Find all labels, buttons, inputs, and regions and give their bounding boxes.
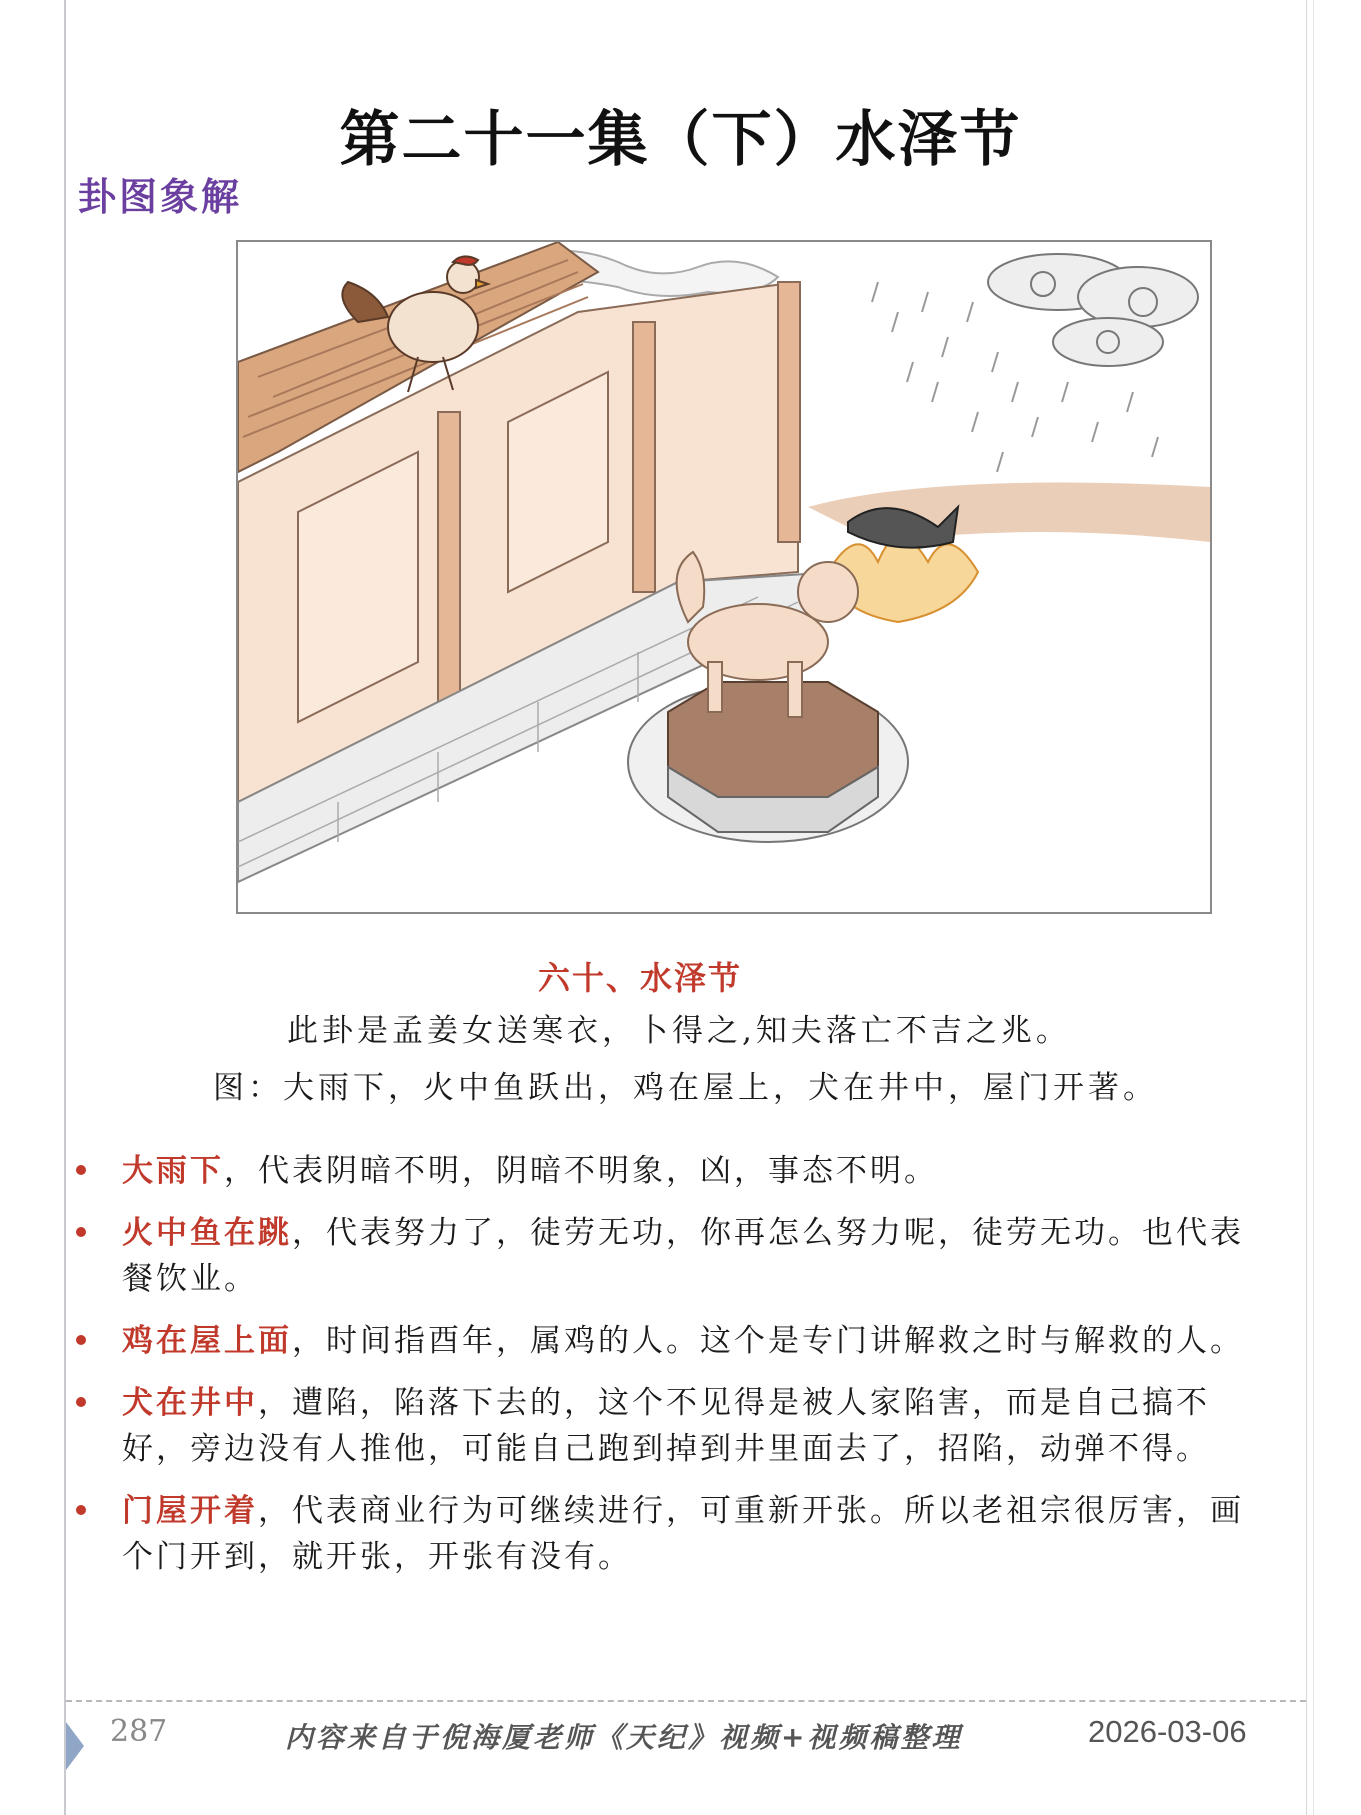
list-item: [74, 1148, 1274, 1194]
footer-divider: [66, 1700, 1306, 1702]
page-title: 第二十一集（下）水泽节: [339, 105, 1022, 175]
page-number: 287: [110, 1714, 168, 1749]
list-item: [74, 1380, 1274, 1472]
keyword: 大雨下: [122, 1153, 224, 1189]
item-text: ，遭陷，陷落下去的，这个不见得是被人家陷害，而是自己搞不好，旁边没有人推他，可能自己跑到掉到井里面去了，招陷，动弹不得。: [122, 1385, 1210, 1467]
keyword: 犬在井中: [122, 1385, 258, 1421]
hexagram-title: 六十、水泽节: [537, 959, 742, 997]
list-item: [74, 1318, 1274, 1364]
footer-date: 2026-03-06: [1088, 1714, 1247, 1749]
item-text: ，代表努力了，徒劳无功，你再怎么努力呢，徒劳无功。也代表餐饮业。: [122, 1215, 1244, 1297]
item-text: ，代表阴暗不明，阴暗不明象，凶，事态不明。: [224, 1153, 938, 1189]
bullet-icon: [76, 1227, 86, 1237]
page-arrow-icon[interactable]: [66, 1722, 84, 1770]
bullet-icon: [76, 1165, 86, 1175]
keyword: 门屋开着: [122, 1493, 258, 1529]
page-left-border: [64, 0, 66, 1815]
hexagram-illustration: [236, 240, 1212, 914]
list-item: [74, 1488, 1274, 1580]
hexagram-image-text: 图：大雨下，火中鱼跃出，鸡在屋上，犬在井中，屋门开著。: [213, 1070, 1158, 1106]
page-right-border: [1306, 0, 1307, 1815]
pillar: [633, 322, 655, 592]
well: [628, 682, 908, 842]
item-text: ，代表商业行为可继续进行，可重新开张。所以老祖宗很厉害，画个门开到，就开张，开张有没有。: [122, 1493, 1244, 1575]
keyword: 鸡在屋上面: [122, 1323, 292, 1359]
item-text: ，时间指酉年，属鸡的人。这个是专门讲解救之时与解救的人。: [292, 1323, 1244, 1359]
bullet-icon: [76, 1335, 86, 1345]
interpretation-list: [74, 1148, 1274, 1596]
page-right-border-outer: [1313, 0, 1314, 1815]
keyword: 火中鱼在跳: [122, 1215, 292, 1251]
list-item: [74, 1210, 1274, 1302]
pillar: [778, 282, 800, 542]
rain-clouds: [988, 254, 1198, 366]
source-credit: 内容来自于倪海厦老师《天纪》视频+视频稿整理: [285, 1721, 963, 1754]
bullet-icon: [76, 1397, 86, 1407]
bullet-icon: [76, 1505, 86, 1515]
hexagram-description: 此卦是孟姜女送寒衣，卜得之,知夫落亡不吉之兆。: [287, 1013, 1071, 1049]
section-label: 卦图象解: [78, 174, 243, 219]
